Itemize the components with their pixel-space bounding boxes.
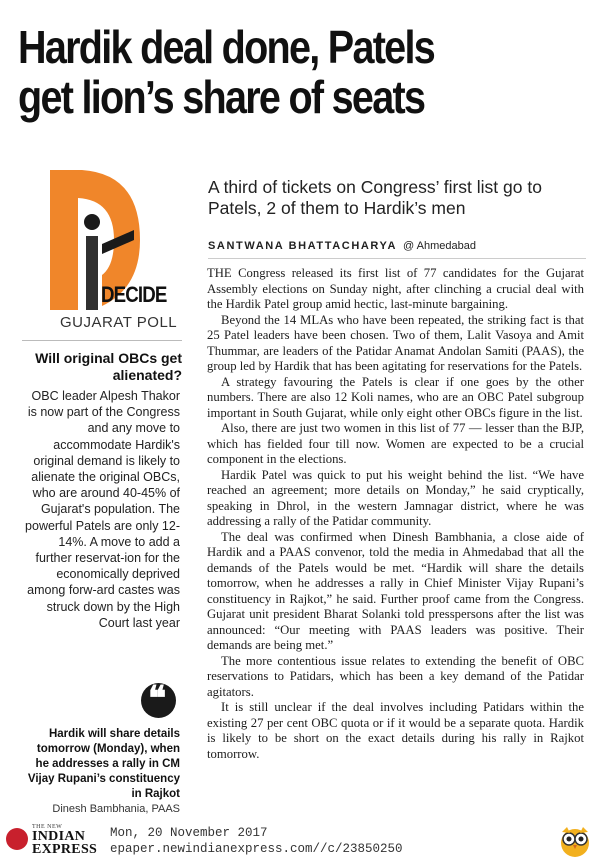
article-paragraph: Hardik Patel was quick to put his weight behind the list. “We have reached an agreement; more details on Monday,” he said cryptically, speaking in Dhrol, in the western Jamnagar district, where he was addressing a rally of the Patidar community.: [207, 467, 584, 528]
byline-location: @ Ahmedabad: [403, 240, 476, 252]
sidebar-divider: [22, 340, 182, 341]
publisher-small-label: THE NEW: [32, 824, 63, 830]
standfirst: A third of tickets on Congress’ first list go to Patels, 2 of them to Hardik’s men: [208, 177, 542, 218]
article-paragraph: It is still unclear if the deal involves including Patidars within the existing 27 per cent OBC quota or if it would be a separate quota. Hardik is likely to be short on the exact details during his rally in Rajkot tomorrow.: [207, 700, 584, 761]
headline: [18, 22, 508, 122]
headline-line-2: get lion’s share of seats: [18, 71, 425, 123]
gujarat-poll-label: GUJARAT POLL: [60, 314, 178, 331]
indian-express-logo: [6, 824, 106, 858]
article-paragraph: The deal was confirmed when Dinesh Bambhania, a close aide of Hardik and a PAAS convenor, told the media in Ahmedabad that all the demands of the Patels would be met. “Hardik will share the details tomorrow, when he addresses a rally in Chief Minister Vijay Rupani’s constituency in Rajkot,” he said. Further proof came from the Congress. Gujarat unit president Bharat Solanki told presspersons after the list was announced: “Our meeting with PAAS leaders was positive. Their demands are being met.”: [207, 529, 584, 652]
article-paragraph: A strategy favouring the Patels is clear if one goes by the other numbers. There are also 12 Koli names, who are an OBC Patel subgroup important in South Gujarat, while only eight other OBCs figure in the list.: [207, 374, 584, 420]
sidebar-body: OBC leader Alpesh Thakor is now part of the Congress and any move to accommodate Hardik's original demand is likely to alienate the original OBCs, who are around 40-45% of Gujarat's population. The powerful Patels are only 12-14%. A move to add a further reservat-ion for the economically deprived among forw-ard castes was struck down by the High Court last year: [25, 389, 180, 630]
sidebar-quote-attribution: Dinesh Bambhania, PAAS: [52, 803, 180, 815]
publisher-name: INDIAN EXPRESS: [32, 829, 98, 857]
byline-author: SANTWANA BHATTACHARYA: [208, 240, 398, 252]
article-paragraph: Beyond the 14 MLAs who have been repeated, the striking fact is that 25 Patel leaders have been chosen. Two of them, Lalit Vasoya and Amit Thummar, are leaders of the Patidar Anamat Andolan Samiti (PAAS), the group led by Hardik that has been agitating for reservations for the Patels.: [207, 312, 584, 373]
decide-logo: [22, 170, 182, 331]
headline-line-1: Hardik deal done, Patels: [18, 21, 435, 73]
edition-date: Mon, 20 November 2017: [110, 826, 268, 840]
article-paragraph: The more contentious issue relates to extending the benefit of OBC reservations to Patidars, which has been a key demand of the Patidar agitators.: [207, 653, 584, 699]
article-paragraph: Also, there are just two women in this list of 77 — lesser than the BJP, which has fielded four till now. Women are expected to be a crucial component in the elections.: [207, 421, 584, 466]
footer: [0, 820, 597, 860]
decide-logo-word: DECIDE: [101, 282, 167, 307]
byline: [208, 240, 476, 252]
epaper-link[interactable]: epaper.newindianexpress.com//c/23850250: [110, 842, 403, 856]
owl-icon[interactable]: [558, 824, 592, 858]
article-paragraph: THE Congress released its first list of 77 candidates for the Gujarat Assembly elections on Sunday night, after clinching a crucial deal with the Hardik Patel group amid hectic, last-minute bargaining.: [207, 266, 584, 311]
byline-divider: [208, 258, 586, 259]
indian-express-emblem-icon: [6, 828, 28, 850]
article-body: [207, 266, 584, 762]
sidebar-quote: Hardik will share details tomorrow (Monday), when he addresses a rally in CM Vijay Rupani’s constituency in Rajkot: [27, 728, 180, 800]
quote-icon: ❝: [141, 683, 176, 718]
sidebar-title: Will original OBCs get alienated?: [35, 350, 182, 383]
